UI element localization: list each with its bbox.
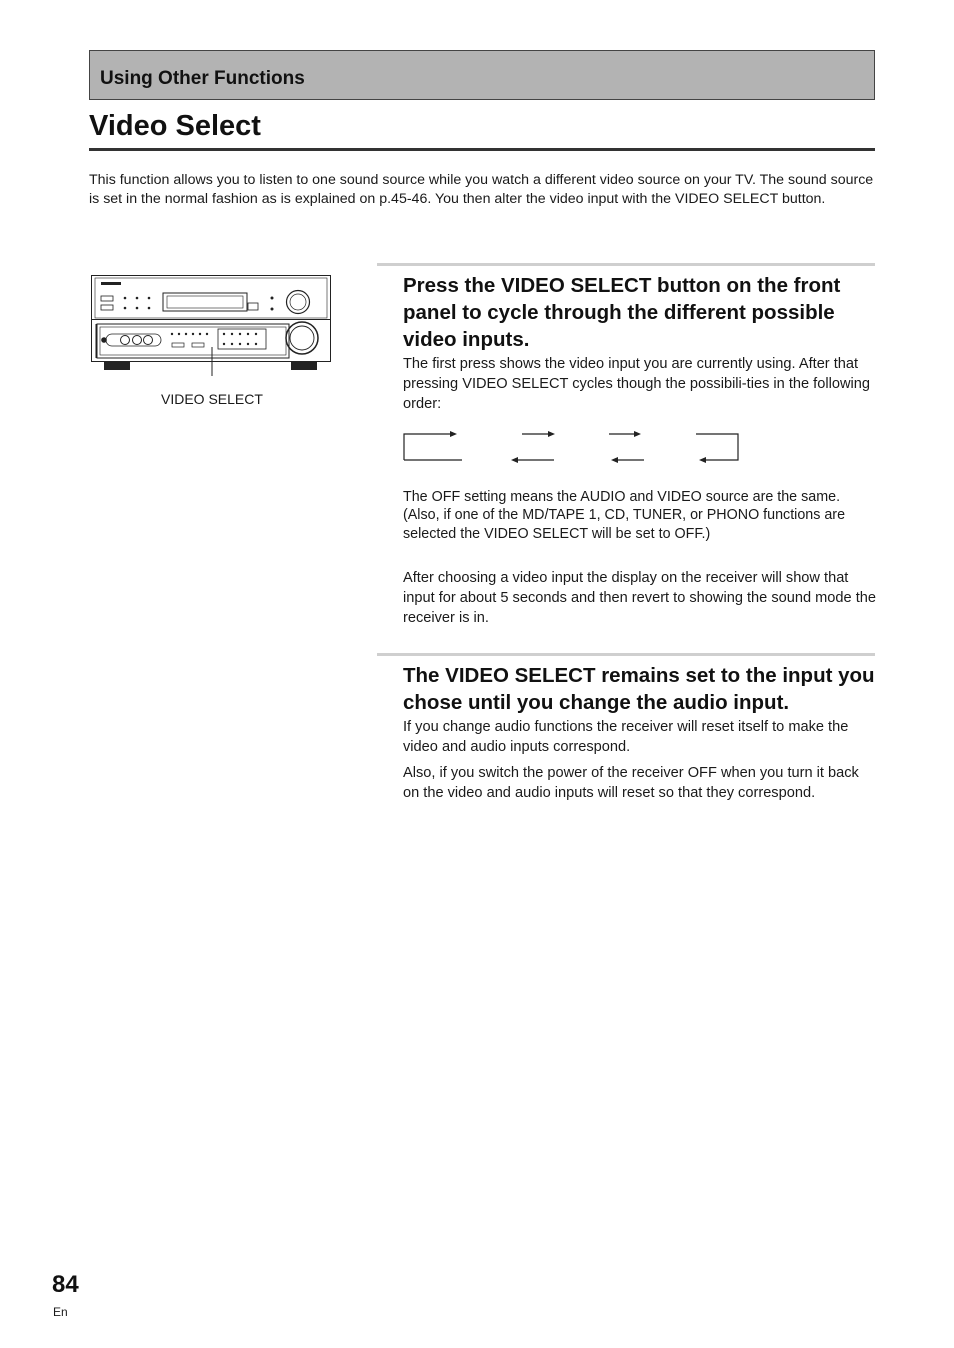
- video-select-callout-label: VIDEO SELECT: [161, 391, 263, 407]
- step1-rule: [377, 263, 875, 266]
- step2-rule: [377, 653, 875, 656]
- step1-paragraph-1: The first press shows the video input you are currently using. After that pressing VIDEO SELECT cycles though the possibili-ties in the following order:: [403, 356, 870, 412]
- page-number: 84: [52, 1271, 79, 1298]
- step2-heading: The VIDEO SELECT remains set to the input you chose until you change the audio input.: [403, 664, 875, 714]
- step2-paragraph-1: If you change audio functions the receiver will reset itself to make the video and audio inputs correspond.: [403, 719, 849, 755]
- language-code: En: [53, 1305, 68, 1319]
- section-header-bar: [89, 50, 875, 100]
- step1-paragraph-3: After choosing a video input the display on the receiver will show that input for about 5 seconds and then revert to showing the sound mode the receiver is in.: [403, 570, 876, 626]
- title-rule: [89, 148, 875, 151]
- intro-paragraph: This function allows you to listen to one sound source while you watch a different video source on your TV. The sound source is set in the normal fashion as is explained on p.45-46. You then alter the video input with the VIDEO SELECT button.: [89, 172, 874, 207]
- step1-heading: Press the VIDEO SELECT button on the front panel to cycle through the different possible video inputs.: [403, 274, 841, 351]
- section-title: Using Other Functions: [100, 68, 305, 89]
- page-title: Video Select: [89, 110, 261, 142]
- receiver-front-panel-illustration: [90, 272, 335, 381]
- step2-paragraph-2: Also, if you switch the power of the receiver OFF when you turn it back on the video and audio inputs will reset so that they correspond.: [403, 765, 859, 801]
- video-input-cycle-diagram: [402, 426, 742, 473]
- step1-paragraph-2: The OFF setting means the AUDIO and VIDEO source are the same. (Also, if one of the MD/TAPE 1, CD, TUNER, or PHONO functions are selected the VIDEO SELECT will be set to OFF.): [403, 489, 846, 542]
